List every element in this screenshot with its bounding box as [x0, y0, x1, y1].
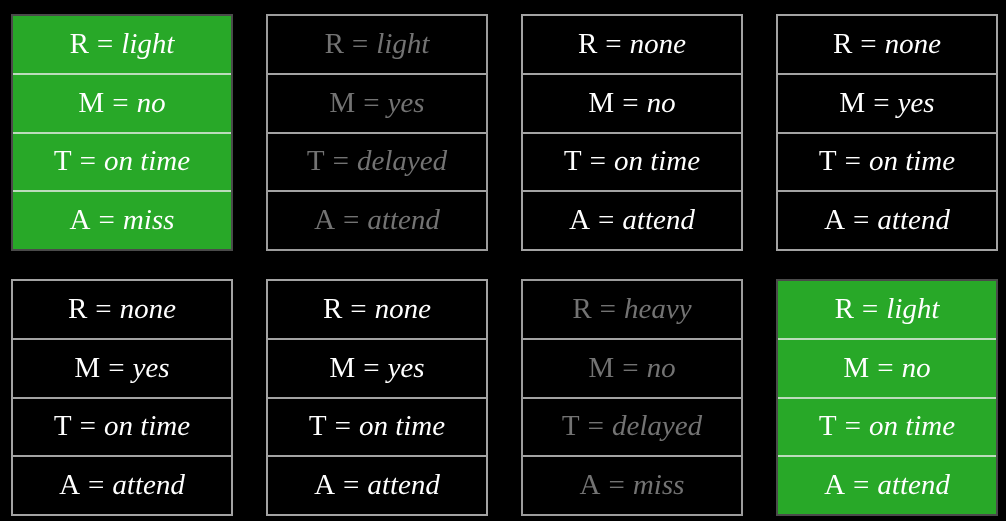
equals-sign: =	[622, 86, 639, 119]
variable-value: attend	[622, 204, 695, 237]
variable-value: light	[121, 27, 175, 60]
equals-sign: =	[96, 27, 114, 60]
equals-sign: =	[334, 410, 351, 443]
equals-sign: =	[108, 351, 125, 384]
variable-name: R	[834, 292, 854, 325]
equals-sign: =	[95, 292, 112, 325]
assignment-row	[13, 132, 231, 191]
variable-name: A	[569, 204, 591, 237]
variable-value: miss	[632, 469, 685, 502]
equals-sign: =	[351, 27, 369, 60]
variable-name: T	[818, 410, 837, 443]
equals-sign: =	[343, 469, 360, 502]
variable-name: M	[74, 351, 101, 384]
assignment-row	[523, 73, 741, 132]
assignment-row	[778, 397, 996, 456]
variable-name: M	[78, 86, 105, 119]
variable-name: R	[572, 292, 592, 325]
assignment-row	[778, 132, 996, 191]
variable-name: T	[561, 410, 580, 443]
equals-sign: =	[343, 204, 360, 237]
equals-sign: =	[873, 86, 890, 119]
assignment-row	[778, 73, 996, 132]
variable-name: R	[67, 292, 88, 325]
assignment-row	[268, 455, 486, 514]
assignment-row	[13, 190, 231, 249]
sample-card-6	[266, 279, 488, 516]
variable-value: no	[901, 351, 931, 384]
equals-sign: =	[79, 410, 96, 443]
variable-name: M	[588, 351, 615, 384]
variable-value: yes	[132, 351, 170, 384]
variable-name: A	[824, 469, 846, 502]
variable-name: M	[843, 351, 870, 384]
sample-card-7	[521, 279, 743, 516]
sample-card-3	[521, 14, 743, 251]
assignment-row	[268, 281, 486, 338]
assignment-row	[778, 338, 996, 397]
variable-value: attend	[877, 469, 950, 502]
assignment-row	[268, 73, 486, 132]
assignment-row	[13, 338, 231, 397]
equals-sign: =	[860, 27, 877, 60]
variable-name: M	[329, 86, 356, 119]
equals-sign: =	[363, 86, 380, 119]
variable-value: on time	[613, 145, 701, 178]
variable-value: delayed	[611, 410, 703, 443]
variable-name: T	[53, 145, 72, 178]
variable-value: none	[119, 292, 177, 325]
sample-card-4	[776, 14, 998, 251]
variable-value: miss	[122, 204, 175, 237]
assignment-row	[523, 132, 741, 191]
assignment-row	[523, 455, 741, 514]
variable-value: delayed	[356, 145, 448, 178]
assignment-row	[523, 281, 741, 338]
equals-sign: =	[853, 204, 870, 237]
variable-name: A	[314, 469, 336, 502]
assignment-row	[778, 455, 996, 514]
variable-value: on time	[103, 145, 191, 178]
variable-name: A	[824, 204, 846, 237]
variable-value: on time	[868, 145, 956, 178]
variable-value: no	[136, 86, 166, 119]
variable-name: A	[59, 469, 81, 502]
variable-value: light	[376, 27, 430, 60]
assignment-row	[523, 190, 741, 249]
variable-name: R	[69, 27, 89, 60]
variable-value: yes	[387, 351, 425, 384]
sample-card-8	[776, 279, 998, 516]
equals-sign: =	[88, 469, 105, 502]
variable-value: no	[646, 86, 676, 119]
variable-value: attend	[367, 204, 440, 237]
equals-sign: =	[112, 86, 129, 119]
variable-value: on time	[103, 410, 191, 443]
equals-sign: =	[605, 27, 622, 60]
variable-value: none	[629, 27, 687, 60]
variable-name: R	[322, 292, 343, 325]
sample-card-1	[11, 14, 233, 251]
assignment-row	[523, 16, 741, 73]
variable-value: no	[646, 351, 676, 384]
variable-name: T	[53, 410, 72, 443]
equals-sign: =	[332, 145, 349, 178]
equals-sign: =	[363, 351, 380, 384]
variable-name: M	[329, 351, 356, 384]
sample-card-5	[11, 279, 233, 516]
assignment-row	[268, 132, 486, 191]
variable-value: yes	[897, 86, 935, 119]
variable-name: M	[839, 86, 866, 119]
variable-name: T	[306, 145, 325, 178]
assignment-row	[523, 397, 741, 456]
variable-value: yes	[387, 86, 425, 119]
variable-value: light	[886, 292, 940, 325]
equals-sign: =	[98, 204, 115, 237]
assignment-row	[268, 190, 486, 249]
equals-sign: =	[79, 145, 96, 178]
equals-sign: =	[587, 410, 604, 443]
variable-value: none	[374, 292, 432, 325]
variable-name: T	[308, 410, 327, 443]
variable-value: on time	[358, 410, 446, 443]
assignment-row	[523, 338, 741, 397]
variable-value: attend	[367, 469, 440, 502]
equals-sign: =	[844, 145, 861, 178]
variable-value: none	[884, 27, 942, 60]
variable-name: A	[314, 204, 336, 237]
variable-name: M	[588, 86, 615, 119]
variable-value: attend	[877, 204, 950, 237]
sample-card-2	[266, 14, 488, 251]
assignment-row	[13, 16, 231, 73]
assignment-row	[778, 16, 996, 73]
variable-name: A	[579, 469, 601, 502]
assignment-row	[13, 281, 231, 338]
variable-value: heavy	[624, 292, 692, 325]
variable-name: T	[563, 145, 582, 178]
equals-sign: =	[599, 292, 617, 325]
assignment-row	[778, 281, 996, 338]
equals-sign: =	[877, 351, 894, 384]
variable-name: A	[69, 204, 91, 237]
equals-sign: =	[861, 292, 879, 325]
assignment-row	[268, 397, 486, 456]
equals-sign: =	[598, 204, 615, 237]
equals-sign: =	[622, 351, 639, 384]
variable-name: R	[577, 27, 598, 60]
equals-sign: =	[589, 145, 606, 178]
assignment-row	[13, 73, 231, 132]
variable-value: attend	[112, 469, 185, 502]
variable-name: T	[818, 145, 837, 178]
equals-sign: =	[853, 469, 870, 502]
assignment-row	[13, 455, 231, 514]
variable-name: R	[324, 27, 344, 60]
equals-sign: =	[608, 469, 625, 502]
assignment-row	[268, 338, 486, 397]
assignment-row	[778, 190, 996, 249]
equals-sign: =	[844, 410, 861, 443]
variable-value: on time	[868, 410, 956, 443]
assignment-row	[268, 16, 486, 73]
assignment-row	[13, 397, 231, 456]
variable-name: R	[832, 27, 853, 60]
equals-sign: =	[350, 292, 367, 325]
